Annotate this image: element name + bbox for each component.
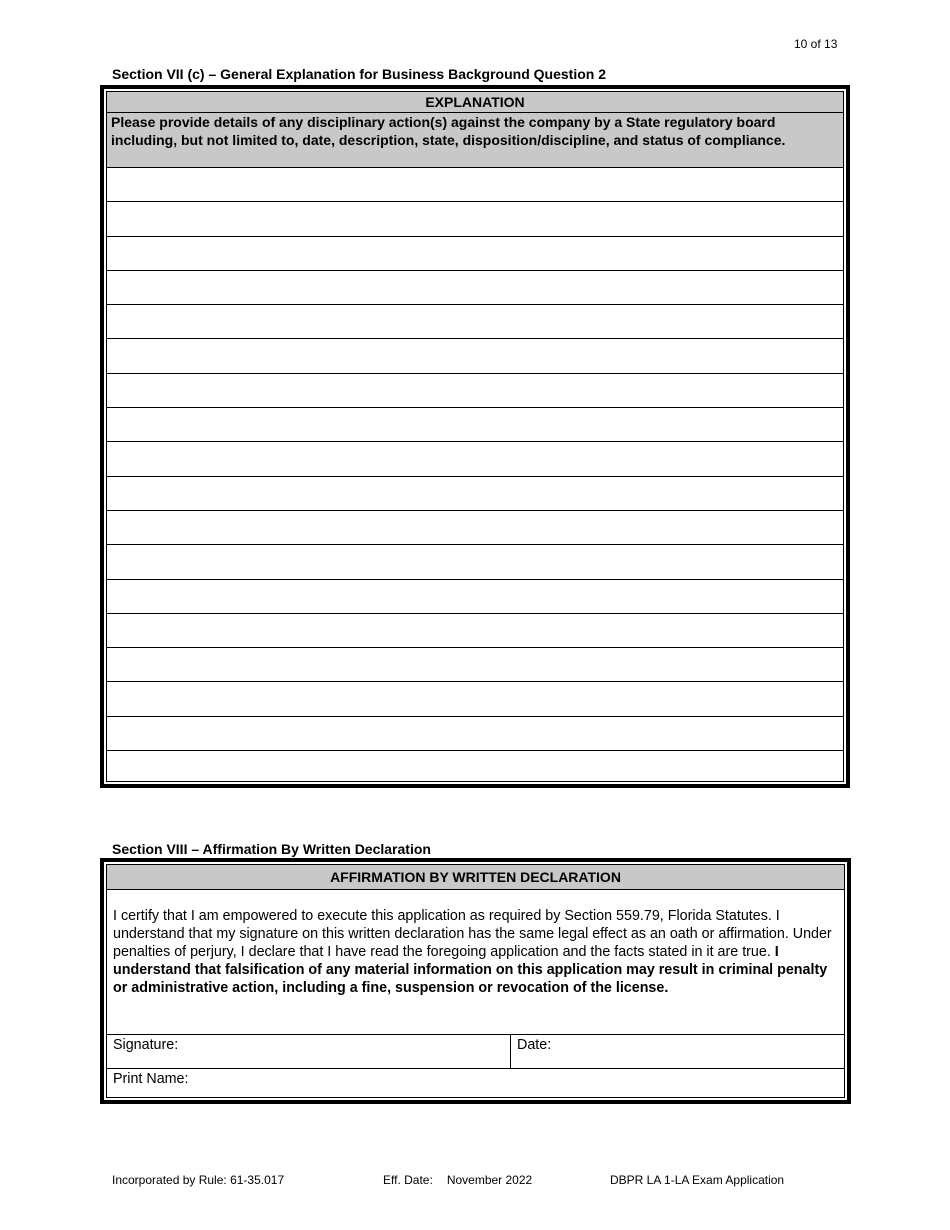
affirmation-statement (107, 890, 844, 1035)
explanation-row[interactable] (107, 374, 843, 408)
explanation-row[interactable] (107, 477, 843, 511)
affirmation-header: AFFIRMATION BY WRITTEN DECLARATION (107, 865, 844, 890)
signature-field[interactable] (107, 1035, 511, 1068)
explanation-header: EXPLANATION (107, 92, 843, 113)
section-8-title: Section VIII – Affirmation By Written Declaration (112, 841, 431, 857)
footer-eff-value: November 2022 (446, 1173, 533, 1187)
explanation-instructions: Please provide details of any disciplinary action(s) against the company by a State regulatory board including, but not limited to, date, description, state, disposition/discipline, and status of compliance. (107, 113, 843, 168)
explanation-row[interactable] (107, 614, 843, 648)
explanation-row[interactable] (107, 237, 843, 271)
footer-rule: Incorporated by Rule: 61-35.017 (112, 1173, 285, 1187)
explanation-row[interactable] (107, 408, 843, 442)
affirmation-table (100, 858, 851, 1104)
explanation-row[interactable] (107, 305, 843, 339)
date-label: Date: (517, 1037, 552, 1053)
explanation-row[interactable] (107, 682, 843, 716)
date-field[interactable] (511, 1035, 844, 1068)
print-name-label: Print Name: (113, 1071, 189, 1087)
explanation-table (100, 85, 850, 788)
signature-label: Signature: (113, 1037, 179, 1053)
explanation-row[interactable] (107, 168, 843, 202)
explanation-row[interactable] (107, 442, 843, 476)
section-7-title: Section VII (c) – General Explanation for Business Background Question 2 (112, 66, 606, 82)
footer-eff-label: Eff. Date: (383, 1173, 433, 1187)
explanation-row[interactable] (107, 580, 843, 614)
print-name-field[interactable] (107, 1069, 844, 1104)
explanation-row[interactable] (107, 271, 843, 305)
explanation-row[interactable] (107, 545, 843, 579)
explanation-rows (107, 168, 843, 785)
explanation-row[interactable] (107, 202, 843, 236)
affirmation-statement-bold: I understand that falsification of any material information on this application may result in criminal penalty or administrative action, including a fine, suspension or revocation of the license. (113, 944, 828, 996)
explanation-row[interactable] (107, 648, 843, 682)
footer-effective-date (383, 1173, 532, 1187)
explanation-row[interactable] (107, 339, 843, 373)
footer-form-name: DBPR LA 1-LA Exam Application (610, 1173, 785, 1187)
page-number: 10 of 13 (794, 37, 838, 51)
affirmation-statement-plain: I certify that I am empowered to execute this application as required by Section 559.79, Florida Statutes. I understand that my signature on this written declaration has the same legal effect as an oath or affirmation. Under penalties of perjury, I declare that I have read the foregoing application and the facts stated in it are true. (113, 908, 832, 960)
signature-row (107, 1035, 844, 1069)
explanation-row[interactable] (107, 717, 843, 751)
explanation-row[interactable] (107, 751, 843, 785)
explanation-row[interactable] (107, 511, 843, 545)
